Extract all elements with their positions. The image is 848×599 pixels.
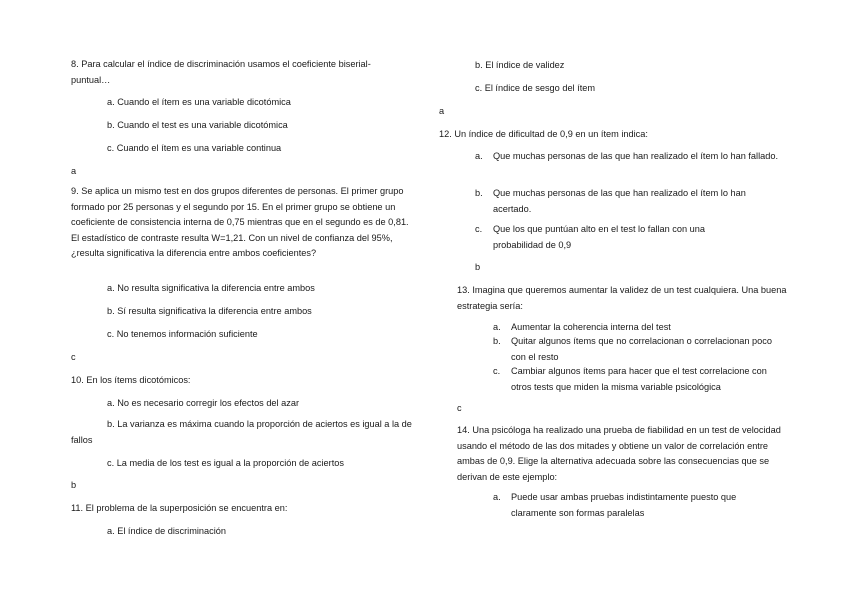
question-9-text: 9. Se aplica un mismo test en dos grupos diferentes de personas. El primer grupo formado por 25 personas y el segundo por 15. En el primer grupo se obtiene un coeficiente de consistencia interna de 0,75 mientras que en el segundo es de 0,81. El estadístico de contraste resulta W=1,21. Con un nivel de confianza del 95%, ¿resulta significativa la diferencia entre ambos coeficientes? bbox=[71, 186, 409, 258]
question-13-option-a-letter: a. bbox=[493, 322, 501, 332]
question-14-option-a-letter: a. bbox=[493, 492, 501, 502]
question-12-text: 12. Un índice de dificultad de 0,9 en un ítem indica: bbox=[439, 129, 648, 139]
question-10-option-a: a. No es necesario corregir los efectos del azar bbox=[107, 398, 300, 408]
question-8-option-c: c. Cuando el ítem es una variable continua bbox=[107, 143, 282, 153]
question-11-option-c: c. El índice de sesgo del ítem bbox=[475, 83, 596, 93]
question-9-option-c: c. No tenemos información suficiente bbox=[107, 329, 258, 339]
question-11-option-a: a. El índice de discriminación bbox=[107, 526, 226, 536]
question-10-option-b: b. La varianza es máxima cuando la proporción de aciertos es igual a la de fallos bbox=[71, 419, 412, 445]
question-13-option-b: Quitar algunos ítems que no correlacionan o correlacionan poco con el resto bbox=[511, 336, 772, 362]
question-12-option-a-letter: a. bbox=[475, 151, 483, 161]
question-8-answer: a bbox=[71, 166, 77, 176]
question-10-option-c: c. La media de los test es igual a la proporción de aciertos bbox=[107, 458, 344, 468]
question-9-answer: c bbox=[71, 352, 76, 362]
question-11-option-b: b. El índice de validez bbox=[475, 60, 565, 70]
question-12-option-b: Que muchas personas de las que han realizado el ítem lo han acertado. bbox=[493, 188, 746, 214]
question-12-answer: b bbox=[475, 262, 481, 272]
question-8-option-a: a. Cuando el ítem es una variable dicotómica bbox=[107, 97, 291, 107]
question-9-option-a: a. No resulta significativa la diferencia entre ambos bbox=[107, 283, 315, 293]
question-13-option-c: Cambiar algunos ítems para hacer que el test correlacione con otros tests que miden la misma variable psicológica bbox=[511, 366, 767, 392]
question-13-option-c-letter: c. bbox=[493, 366, 501, 376]
question-11-answer: a bbox=[439, 106, 445, 116]
question-13-option-b-letter: b. bbox=[493, 336, 501, 346]
question-8-text: 8. Para calcular el índice de discriminación usamos el coeficiente biserial-puntual… bbox=[71, 59, 371, 85]
question-14-option-a: Puede usar ambas pruebas indistintamente puesto que claramente son formas paralelas bbox=[511, 492, 737, 518]
question-8-option-b: b. Cuando el test es una variable dicotómica bbox=[107, 120, 288, 130]
question-12-option-a: Que muchas personas de las que han realizado el ítem lo han fallado. bbox=[493, 151, 778, 161]
question-12-option-c: Que los que puntúan alto en el test lo fallan con una probabilidad de 0,9 bbox=[493, 224, 705, 250]
question-12-option-c-letter: c. bbox=[475, 224, 483, 234]
question-12-option-b-letter: b. bbox=[475, 188, 483, 198]
question-9-option-b: b. Sí resulta significativa la diferencia entre ambos bbox=[107, 306, 312, 316]
question-13-answer: c bbox=[457, 403, 462, 413]
question-10-answer: b bbox=[71, 480, 77, 490]
question-13-option-a: Aumentar la coherencia interna del test bbox=[511, 322, 671, 332]
question-11-text: 11. El problema de la superposición se encuentra en: bbox=[71, 503, 288, 513]
question-14-text: 14. Una psicóloga ha realizado una prueba de fiabilidad en un test de velocidad usando el método de las dos mitades y obtiene un valor de correlación entre ambas de 0,9. Elige la alternativa adecuada sobre las consecuencias que se derivan de este ejemplo: bbox=[457, 425, 781, 482]
question-13-text: 13. Imagina que queremos aumentar la validez de un test cualquiera. Una buena estrategia sería: bbox=[457, 285, 787, 311]
question-10-text: 10. En los ítems dicotómicos: bbox=[71, 375, 191, 385]
